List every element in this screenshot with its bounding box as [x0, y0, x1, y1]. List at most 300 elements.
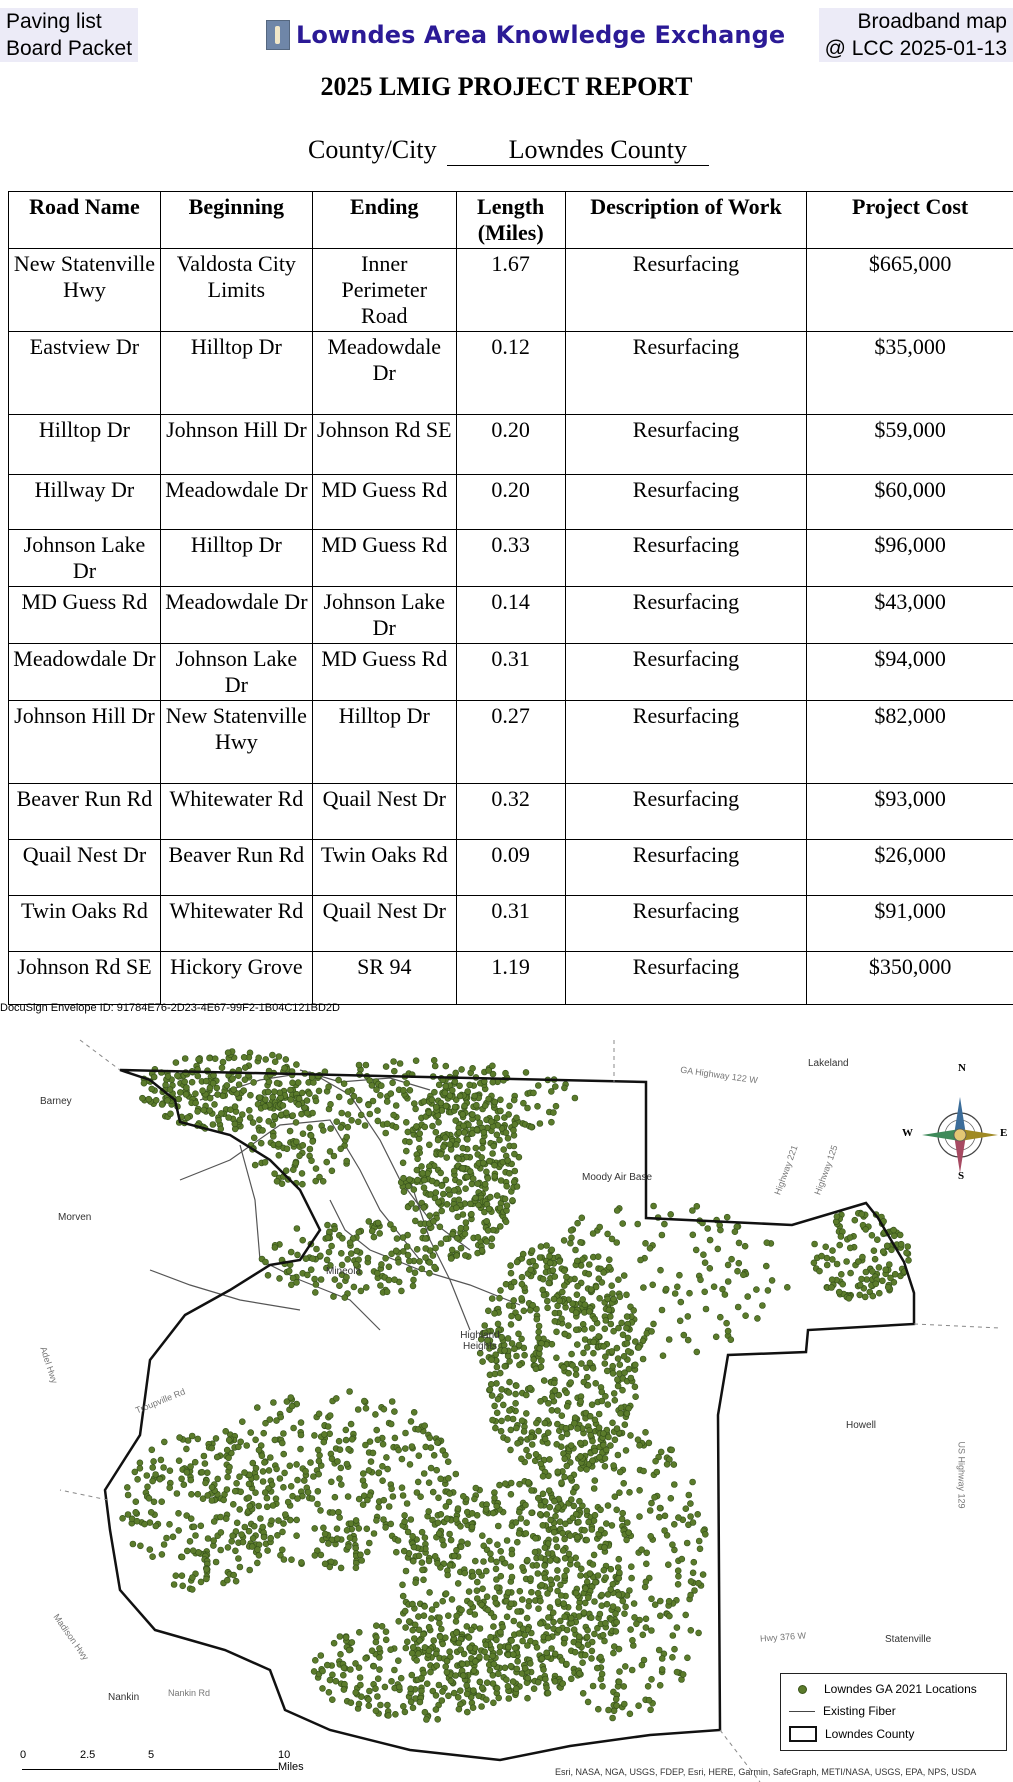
location-dot [210, 1122, 216, 1128]
location-dot [492, 1425, 498, 1431]
location-dot [697, 1546, 703, 1552]
location-dot [729, 1256, 735, 1262]
location-dot [534, 1562, 540, 1568]
location-dot [250, 1460, 256, 1466]
location-dot [549, 1341, 555, 1347]
location-dot [284, 1146, 290, 1152]
location-dot [411, 1187, 417, 1193]
location-dot [251, 1135, 257, 1141]
location-dot [649, 1328, 655, 1334]
table-cell-road: Hilltop Dr [9, 415, 161, 475]
location-dot [531, 1090, 537, 1096]
location-dot [412, 1622, 418, 1628]
location-dot [272, 1245, 278, 1251]
location-dot [151, 1458, 157, 1464]
table-cell-length: 0.09 [456, 840, 565, 896]
location-dot [659, 1656, 665, 1662]
location-dot [632, 1614, 638, 1620]
location-dot [265, 1548, 271, 1554]
location-dot [453, 1516, 459, 1522]
table-cell-road: MD Guess Rd [9, 587, 161, 644]
location-dot [421, 1471, 427, 1477]
location-dot [252, 1162, 258, 1168]
location-dot [486, 1068, 492, 1074]
location-dot [545, 1305, 551, 1311]
table-cell-beginning: Valdosta City Limits [160, 249, 312, 332]
location-dot [492, 1495, 498, 1501]
location-dot [225, 1474, 231, 1480]
location-dot [561, 1283, 567, 1289]
location-dot [276, 1054, 282, 1060]
location-dot [508, 1601, 514, 1607]
location-dot [255, 1547, 261, 1553]
location-dot [555, 1408, 561, 1414]
scale-label: 10 Miles [278, 1749, 304, 1773]
location-dot [669, 1654, 675, 1660]
location-dot [554, 1329, 560, 1335]
location-dot [185, 1115, 191, 1121]
location-dot [450, 1231, 456, 1237]
location-dot [310, 1110, 316, 1116]
location-dot [142, 1521, 148, 1527]
location-dot [439, 1183, 445, 1189]
location-dot [151, 1499, 157, 1505]
location-dot [561, 1364, 567, 1370]
location-dot [690, 1520, 696, 1526]
table-cell-length: 0.32 [456, 784, 565, 840]
location-dot [568, 1227, 574, 1233]
location-dot [469, 1510, 475, 1516]
location-dot [613, 1611, 619, 1617]
location-dot [293, 1139, 299, 1145]
location-dot [460, 1673, 466, 1679]
location-dot [432, 1553, 438, 1559]
location-dot [590, 1350, 596, 1356]
location-dot [392, 1711, 398, 1717]
location-dot [437, 1615, 443, 1621]
location-dot [230, 1076, 236, 1082]
location-dot [536, 1606, 542, 1612]
location-dot [344, 1158, 350, 1164]
location-dot [412, 1218, 418, 1224]
location-dot [246, 1481, 252, 1487]
lake-header-link[interactable] [266, 20, 785, 50]
location-dot [329, 1672, 335, 1678]
location-dot [212, 1101, 218, 1107]
location-dot [431, 1057, 437, 1063]
location-dot [683, 1612, 689, 1618]
location-dot [426, 1480, 432, 1486]
location-dot [277, 1090, 283, 1096]
location-dot [192, 1091, 198, 1097]
location-dot [404, 1244, 410, 1250]
location-dot [433, 1129, 439, 1135]
location-dot [281, 1521, 287, 1527]
location-dot [596, 1454, 602, 1460]
location-dot [502, 1481, 508, 1487]
location-dot [671, 1521, 677, 1527]
location-dot [268, 1535, 274, 1541]
location-dot [238, 1439, 244, 1445]
road-label: Highway 221 [772, 1143, 800, 1197]
location-dot [377, 1667, 383, 1673]
location-dot [400, 1493, 406, 1499]
location-dot [299, 1181, 305, 1187]
location-dot [707, 1237, 713, 1243]
location-dot [591, 1518, 597, 1524]
location-dot [384, 1121, 390, 1127]
table-row [9, 644, 1013, 701]
location-dot [381, 1497, 387, 1503]
location-dot [658, 1267, 664, 1273]
location-dot [485, 1227, 491, 1233]
location-dot [157, 1476, 163, 1482]
location-dot [320, 1685, 326, 1691]
location-dot [453, 1070, 459, 1076]
location-dot [880, 1249, 886, 1255]
location-dot [185, 1438, 191, 1444]
location-dot [312, 1289, 318, 1295]
location-dot [153, 1523, 159, 1529]
location-dot [320, 1127, 326, 1133]
location-dot-icon [798, 1685, 807, 1694]
location-dot [426, 1648, 432, 1654]
location-dot [305, 1489, 311, 1495]
location-dot [434, 1467, 440, 1473]
location-dot [618, 1405, 624, 1411]
table-cell-ending: Twin Oaks Rd [312, 840, 456, 896]
location-dot [525, 1479, 531, 1485]
location-dot [331, 1153, 337, 1159]
location-dot [298, 1446, 304, 1452]
location-dot [702, 1531, 708, 1537]
location-dot [649, 1596, 655, 1602]
location-dot [312, 1657, 318, 1663]
location-dot [428, 1465, 434, 1471]
location-dot [524, 1557, 530, 1563]
location-dot [521, 1429, 527, 1435]
location-dot [340, 1672, 346, 1678]
location-dot [473, 1195, 479, 1201]
location-dot [262, 1097, 268, 1103]
location-dot [497, 1482, 503, 1488]
location-dot [490, 1653, 496, 1659]
location-dot [545, 1430, 551, 1436]
location-dot [516, 1531, 522, 1537]
location-dot [353, 1660, 359, 1666]
location-dot [283, 1056, 289, 1062]
location-dot [624, 1340, 630, 1346]
location-dot [384, 1289, 390, 1295]
location-dot [659, 1307, 665, 1313]
location-dot [180, 1583, 186, 1589]
location-dot [447, 1142, 453, 1148]
location-dot [188, 1477, 194, 1483]
table-cell-length: 0.31 [456, 644, 565, 701]
location-dot [685, 1313, 691, 1319]
location-dot [420, 1170, 426, 1176]
location-dot [519, 1597, 525, 1603]
location-dot [300, 1142, 306, 1148]
location-dot [596, 1425, 602, 1431]
location-dot [687, 1290, 693, 1296]
location-dot [293, 1119, 299, 1125]
location-dot [524, 1615, 530, 1621]
location-dot [587, 1413, 593, 1419]
county-value: Lowndes County [447, 135, 709, 166]
location-dot [702, 1260, 708, 1266]
column-header: Road Name [9, 192, 161, 249]
location-dot [635, 1221, 641, 1227]
location-dot [288, 1282, 294, 1288]
table-cell-cost: $96,000 [807, 530, 1013, 587]
location-dot [509, 1551, 515, 1557]
location-dot [373, 1623, 379, 1629]
location-dot [460, 1493, 466, 1499]
location-dot [481, 1129, 487, 1135]
location-dot [643, 1625, 649, 1631]
location-dot [608, 1321, 614, 1327]
location-dot [848, 1270, 854, 1276]
location-dot [582, 1302, 588, 1308]
location-dot [400, 1235, 406, 1241]
location-dot [529, 1442, 535, 1448]
location-dot [240, 1539, 246, 1545]
location-dot [422, 1535, 428, 1541]
location-dot [892, 1271, 898, 1277]
location-dot [545, 1635, 551, 1641]
location-dot [561, 1085, 567, 1091]
location-dot [338, 1146, 344, 1152]
location-dot [253, 1474, 259, 1480]
location-dot [512, 1121, 518, 1127]
location-dot [817, 1268, 823, 1274]
location-dot [675, 1568, 681, 1574]
location-dot [419, 1560, 425, 1566]
location-dot [553, 1537, 559, 1543]
location-dot [191, 1524, 197, 1530]
location-dot [453, 1618, 459, 1624]
location-dot [897, 1232, 903, 1238]
location-dot [490, 1510, 496, 1516]
location-dot [608, 1566, 614, 1572]
table-row [9, 332, 1013, 415]
location-dot [596, 1411, 602, 1417]
location-dot [164, 1535, 170, 1541]
table-cell-road: Beaver Run Rd [9, 784, 161, 840]
location-dot [590, 1365, 596, 1371]
location-dot [725, 1328, 731, 1334]
place-label: Highland Heights [460, 1330, 500, 1352]
location-dot [375, 1118, 381, 1124]
location-dot [505, 1415, 511, 1421]
location-dot [264, 1495, 270, 1501]
location-dot [674, 1669, 680, 1675]
location-dot [165, 1097, 171, 1103]
location-dot [547, 1456, 553, 1462]
location-dot [589, 1325, 595, 1331]
location-dot [520, 1100, 526, 1106]
location-dot [220, 1059, 226, 1065]
location-dot [542, 1563, 548, 1569]
location-dot [490, 1681, 496, 1687]
location-dot [349, 1436, 355, 1442]
location-dot [232, 1121, 238, 1127]
location-dot [362, 1442, 368, 1448]
location-dot [505, 1589, 511, 1595]
location-dot [525, 1695, 531, 1701]
location-dot [381, 1517, 387, 1523]
location-dot [183, 1446, 189, 1452]
location-dot [553, 1355, 559, 1361]
location-dot [411, 1277, 417, 1283]
location-dot [137, 1460, 143, 1466]
location-dot [473, 1485, 479, 1491]
location-dot [590, 1562, 596, 1568]
location-dot [203, 1078, 209, 1084]
location-dot [589, 1527, 595, 1533]
location-dot [549, 1247, 555, 1253]
table-cell-ending: MD Guess Rd [312, 530, 456, 587]
location-dot [362, 1483, 368, 1489]
location-dot [429, 1178, 435, 1184]
location-dot [464, 1691, 470, 1697]
location-dot [215, 1092, 221, 1098]
location-dot [550, 1267, 556, 1273]
location-dot [467, 1645, 473, 1651]
location-dot [251, 1079, 257, 1085]
location-dot [497, 1370, 503, 1376]
broadband-map-tag[interactable] [819, 8, 1013, 62]
location-dot [290, 1080, 296, 1086]
location-dot [522, 1352, 528, 1358]
location-dot [863, 1226, 869, 1232]
location-dot [205, 1536, 211, 1542]
location-dot [574, 1342, 580, 1348]
location-dot [349, 1639, 355, 1645]
location-dot [692, 1588, 698, 1594]
location-dot [453, 1118, 459, 1124]
location-dot [386, 1504, 392, 1510]
tag-line: Board Packet [6, 37, 133, 60]
location-dot [313, 1166, 319, 1172]
location-dot [648, 1533, 654, 1539]
location-dot [531, 1357, 537, 1363]
location-dot [879, 1278, 885, 1284]
location-dot [406, 1618, 412, 1624]
location-dot [601, 1270, 607, 1276]
report-title: 2025 LMIG PROJECT REPORT [320, 72, 693, 101]
location-dot [363, 1284, 369, 1290]
location-dot [580, 1690, 586, 1696]
table-cell-ending: Johnson Lake Dr [312, 587, 456, 644]
table-cell-length: 0.31 [456, 896, 565, 952]
location-dot [358, 1288, 364, 1294]
location-dot [508, 1263, 514, 1269]
location-dot [674, 1625, 680, 1631]
location-dot [494, 1585, 500, 1591]
location-dot [353, 1565, 359, 1571]
location-dot [335, 1458, 341, 1464]
location-dot [447, 1649, 453, 1655]
road-label: Nankin Rd [168, 1688, 211, 1698]
location-dot [456, 1197, 462, 1203]
location-dot [429, 1607, 435, 1613]
location-dot [470, 1705, 476, 1711]
location-dot [527, 1385, 533, 1391]
location-dot [610, 1604, 616, 1610]
location-dot [547, 1253, 553, 1259]
table-cell-cost: $59,000 [807, 415, 1013, 475]
location-dot [508, 1564, 514, 1570]
table-cell-road: Johnson Hill Dr [9, 701, 161, 784]
location-dot [628, 1375, 634, 1381]
location-dot [514, 1353, 520, 1359]
location-dot [591, 1486, 597, 1492]
location-dot [617, 1294, 623, 1300]
location-dot [503, 1130, 509, 1136]
location-dot [512, 1645, 518, 1651]
location-dot [250, 1535, 256, 1541]
location-dot [414, 1246, 420, 1252]
location-dot [195, 1436, 201, 1442]
location-dot [298, 1432, 304, 1438]
location-dot [905, 1244, 911, 1250]
location-dot [356, 1097, 362, 1103]
location-dot [573, 1310, 579, 1316]
location-dot [484, 1218, 490, 1224]
table-cell-ending: Quail Nest Dr [312, 896, 456, 952]
location-dot [288, 1249, 294, 1255]
location-dot [368, 1459, 374, 1465]
location-dot [215, 1476, 221, 1482]
location-dot [616, 1646, 622, 1652]
location-dot [150, 1554, 156, 1560]
location-dot [182, 1079, 188, 1085]
location-dot [419, 1529, 425, 1535]
location-dot [643, 1429, 649, 1435]
location-dot [672, 1291, 678, 1297]
location-dot [440, 1191, 446, 1197]
location-dot [312, 1276, 318, 1282]
location-dot [547, 1558, 553, 1564]
paving-list-tag[interactable] [0, 8, 138, 62]
location-dot [715, 1246, 721, 1252]
location-dot [479, 1704, 485, 1710]
location-dot [617, 1362, 623, 1368]
location-dot [460, 1661, 466, 1667]
location-dot [489, 1296, 495, 1302]
location-dot [592, 1478, 598, 1484]
location-dot [482, 1103, 488, 1109]
location-dot [313, 1282, 319, 1288]
location-dot [520, 1251, 526, 1257]
location-dot [433, 1245, 439, 1251]
location-dot [625, 1348, 631, 1354]
location-dot [403, 1430, 409, 1436]
location-dot [439, 1208, 445, 1214]
legend-fiber [789, 1704, 896, 1718]
location-dot [470, 1688, 476, 1694]
table-cell-cost: $91,000 [807, 896, 1013, 952]
location-dot [513, 1686, 519, 1692]
location-dot [551, 1619, 557, 1625]
location-dot [585, 1595, 591, 1601]
location-dot [628, 1564, 634, 1570]
location-dot [574, 1292, 580, 1298]
location-dot [646, 1440, 652, 1446]
location-dot [602, 1393, 608, 1399]
